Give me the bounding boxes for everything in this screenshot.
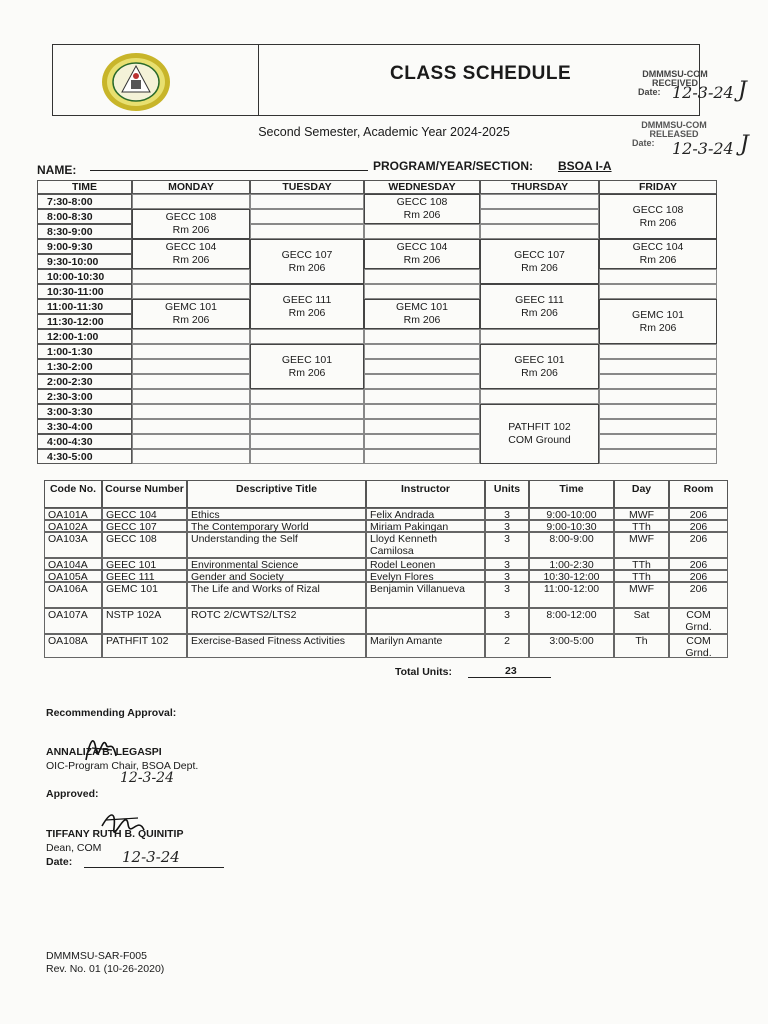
schedule-cell [132,434,250,449]
schedule-cell [480,224,599,239]
time-slot-label: 4:00-4:30 [47,436,93,448]
course-cell-text: GEMC 101 [106,583,158,595]
released-stamp-label: RELEASED [649,129,699,139]
schedule-cell [480,389,599,404]
course-cell-text: OA102A [48,521,88,533]
course-cell-text: Understanding the Self [191,533,298,545]
course-cell-text: OA106A [48,583,88,595]
time-slot-label: 11:30-12:00 [47,316,104,328]
university-seal-logo [100,52,172,112]
total-units-value: 23 [505,665,517,677]
course-cell-text: TTh [632,571,651,583]
course-cell-text: Environmental Science [191,559,299,571]
course-column-header: Instructor [400,483,450,495]
schedule-cell [250,419,364,434]
schedule-cell [250,329,364,344]
class-course-code: GECC 104 [165,241,217,253]
schedule-cell [599,419,717,434]
document-title: CLASS SCHEDULE [390,63,572,84]
course-cell-text: Lloyd Kenneth Camilosa [370,533,438,557]
class-course-code: GECC 108 [632,203,684,216]
course-cell-text: GEEC 111 [106,571,155,583]
course-column-header: Units [493,483,521,495]
course-cell-text: GECC 107 [106,521,157,533]
class-course-code: GEMC 101 [165,301,217,313]
course-cell-text: 3 [504,521,510,533]
course-cell-text: OA103A [48,533,88,545]
course-cell-text: COM Grnd. [685,609,712,633]
schedule-cell [250,434,364,449]
class-room: Rm 206 [172,254,210,266]
schedule-cell [480,194,599,209]
schedule-cell [132,449,250,464]
course-column-header: Code No. [49,483,97,495]
course-column-header: Course Number [105,483,184,495]
approved-name: TIFFANY RUTH B. QUINITIP [46,828,184,840]
course-cell-text: Marilyn Amante [370,635,443,647]
class-room: Rm 206 [521,261,558,274]
course-cell-text: GEEC 101 [106,559,157,571]
schedule-cell [250,194,364,209]
time-slot-label: 10:00-10:30 [47,271,105,283]
course-cell-text: Th [635,635,648,647]
class-course-code: GECC 108 [396,196,448,208]
course-cell-text: 3 [504,533,510,545]
class-course-code: GECC 104 [632,241,684,253]
schedule-cell [132,404,250,419]
total-units-label: Total Units: [395,666,452,678]
course-cell-text: The Life and Works of Rizal [191,583,320,595]
schedule-cell [599,284,717,299]
course-cell-text: Rodel Leonen [370,559,436,571]
course-cell-text: Ethics [191,509,220,521]
schedule-cell [364,419,480,434]
schedule-cell [364,374,480,389]
received-initial-signature: J [738,78,747,103]
schedule-cell [599,389,717,404]
course-cell-text: COM Grnd. [685,635,712,659]
schedule-cell [364,449,480,464]
course-table [44,480,728,664]
time-slot-label: 9:30-10:00 [47,256,99,268]
time-slot-label: 2:00-2:30 [47,376,93,388]
class-course-code: GECC 107 [514,248,565,261]
course-cell-text: OA105A [48,571,88,583]
schedule-cell [250,224,364,239]
course-cell-text: 206 [689,521,708,533]
received-date-handwritten: 12-3-24 [672,83,734,102]
course-column-header: Day [631,483,652,495]
schedule-cell [250,449,364,464]
time-slot-label: 7:30-8:00 [47,196,93,208]
time-slot-label: 4:30-5:00 [47,451,93,463]
schedule-cell [250,209,364,224]
class-room: Rm 206 [639,321,677,334]
schedule-cell [364,284,480,299]
class-room: Rm 206 [521,366,558,379]
course-cell-text: Benjamin Villanueva [370,583,465,595]
schedule-column-header: TUESDAY [282,181,332,193]
course-cell-text: OA107A [48,609,88,621]
course-cell-text: OA101A [48,509,88,521]
class-room: Rm 206 [403,209,441,221]
received-stamp-label: RECEIVED [651,78,698,88]
received-stamp-date-label: Date: [638,87,661,97]
schedule-cell [599,269,717,284]
class-course-code: GEMC 101 [632,308,684,321]
approved-date-handwritten: 12-3-24 [122,848,180,866]
schedule-cell [132,329,250,344]
name-line [90,170,368,171]
class-course-code: GECC 108 [165,211,217,223]
released-date-handwritten: 12-3-24 [672,139,734,158]
schedule-cell [132,419,250,434]
date-label: Date: [46,856,73,868]
time-slot-label: 3:00-3:30 [47,406,93,418]
course-table-cell [366,608,485,634]
schedule-cell [132,269,250,284]
class-course-code: GEEC 111 [282,293,332,306]
time-slot-label: 1:00-1:30 [47,346,93,358]
course-cell-text: 206 [689,583,708,595]
course-cell-text: 2 [504,635,510,647]
form-code: DMMMSU-SAR-F005 [46,950,147,962]
class-room: Rm 206 [403,314,441,326]
course-cell-text: 206 [689,559,708,571]
class-course-code: GECC 104 [396,241,448,253]
time-slot-label: 12:00-1:00 [47,331,99,343]
received-stamp-org: DMMMSU-COM [642,69,708,79]
course-cell-text: Felix Andrada [370,509,435,521]
schedule-cell [480,209,599,224]
time-slot-label: 1:30-2:00 [47,361,93,373]
recommending-date-handwritten: 12-3-24 [120,770,174,786]
schedule-cell [599,374,717,389]
header-divider [258,44,259,116]
recommending-title: OIC-Program Chair, BSOA Dept. [46,760,199,772]
course-cell-text: 8:00-12:00 [546,609,597,621]
schedule-cell [364,434,480,449]
class-course-code: PATHFIT 102 [508,421,571,433]
released-initial-signature: J [740,132,749,157]
schedule-cell [132,389,250,404]
course-cell-text: 11:00-12:00 [543,583,600,595]
class-course-code: GEEC 111 [515,293,564,306]
course-cell-text: 3 [504,571,510,583]
schedule-cell [599,344,717,359]
date-line [84,867,224,868]
schedule-cell [599,434,717,449]
course-column-header: Time [559,483,584,495]
class-course-code: GEEC 101 [281,353,333,366]
schedule-column-header: MONDAY [168,181,214,193]
class-course-code: GECC 107 [281,248,333,261]
time-slot-label: 9:00-9:30 [47,241,93,253]
class-room: Rm 206 [172,314,210,326]
revision-number: Rev. No. 01 (10-26-2020) [46,963,165,975]
total-units-line [468,677,551,678]
released-stamp-org: DMMMSU-COM [641,120,707,130]
released-stamp-date-label: Date: [632,138,655,148]
class-room: Rm 206 [172,224,210,236]
class-room: Rm 206 [521,306,558,319]
schedule-cell [132,359,250,374]
schedule-column-header: TIME [71,181,98,193]
course-cell-text: 206 [689,509,708,521]
program-value: BSOA I-A [558,159,612,173]
class-room: Rm 206 [288,261,326,274]
time-slot-label: 8:30-9:00 [47,226,93,238]
schedule-cell [599,449,717,464]
course-cell-text: TTh [632,559,651,571]
schedule-grid [37,180,717,470]
time-slot-label: 2:30-3:00 [47,391,93,403]
schedule-cell [364,359,480,374]
course-cell-text: 3 [504,559,510,571]
schedule-cell [599,359,717,374]
course-cell-text: OA108A [48,635,88,647]
course-cell-text: 206 [689,571,708,583]
course-cell-text: 3:00-5:00 [549,635,594,647]
course-cell-text: MWF [628,583,655,595]
course-cell-text: NSTP 102A [106,609,162,621]
schedule-column-header: FRIDAY [638,181,678,193]
course-cell-text: 3 [504,583,510,595]
schedule-cell [364,269,480,284]
course-cell-text: 206 [689,533,708,545]
class-course-code: GEEC 101 [514,353,565,366]
schedule-cell [364,404,480,419]
recommending-name: ANNALIZA B. LEGASPI [46,746,162,758]
schedule-cell [480,329,599,344]
schedule-column-header: WEDNESDAY [388,181,456,193]
approved-title: Dean, COM [46,842,102,854]
course-cell-text: GECC 104 [106,509,157,521]
schedule-column-header: THURSDAY [510,181,569,193]
course-cell-text: MWF [628,533,655,545]
schedule-cell [132,284,250,299]
course-cell-text: Gender and Society [191,571,284,583]
program-label: PROGRAM/YEAR/SECTION: [373,159,534,173]
class-room: Rm 206 [288,306,326,319]
class-room: Rm 206 [403,254,441,266]
course-cell-text: 10:30-12:00 [543,571,600,583]
class-room: Rm 206 [639,254,677,266]
time-slot-label: 10:30-11:00 [47,286,104,298]
course-cell-text: 9:00-10:00 [546,509,597,521]
class-course-code: GEMC 101 [396,301,448,313]
course-cell-text: The Contemporary World [191,521,309,533]
course-cell-text: PATHFIT 102 [106,635,169,647]
course-cell-text: MWF [628,509,655,521]
course-cell-text: OA104A [48,559,88,571]
course-cell-text: Evelyn Flores [370,571,434,583]
course-cell-text: 3 [504,509,510,521]
course-cell-text: 9:00-10:30 [546,521,597,533]
schedule-cell [132,194,250,209]
course-cell-text: 3 [504,609,510,621]
time-slot-label: 8:00-8:30 [47,211,93,223]
time-slot-label: 3:30-4:00 [47,421,93,433]
schedule-cell [132,344,250,359]
course-cell-text: ROTC 2/CWTS2/LTS2 [191,609,297,621]
course-column-header: Descriptive Title [236,483,317,495]
course-cell-text: TTh [632,521,651,533]
schedule-cell [250,389,364,404]
semester-subtitle: Second Semester, Academic Year 2024-2025 [258,125,510,139]
course-cell-text: Sat [633,609,650,621]
course-cell-text: Exercise-Based Fitness Activities [191,635,346,647]
approved-label: Approved: [46,788,99,800]
schedule-cell [364,329,480,344]
schedule-cell [364,389,480,404]
schedule-cell [250,404,364,419]
course-column-header: Room [683,483,714,495]
time-slot-label: 11:00-11:30 [47,301,104,313]
schedule-cell [132,374,250,389]
course-cell-text: GECC 108 [106,533,157,545]
schedule-cell [599,404,717,419]
class-room: COM Ground [508,434,571,446]
schedule-cell [364,344,480,359]
dean-signature [98,806,148,846]
course-cell-text: Miriam Pakingan [370,521,449,533]
recommending-approval-label: Recommending Approval: [46,707,177,719]
name-label: NAME: [37,163,77,177]
course-cell-text: 8:00-9:00 [549,533,594,545]
schedule-cell [364,224,480,239]
class-room: Rm 206 [288,366,326,379]
course-cell-text: 1:00-2:30 [549,559,594,571]
class-room: Rm 206 [639,216,677,229]
